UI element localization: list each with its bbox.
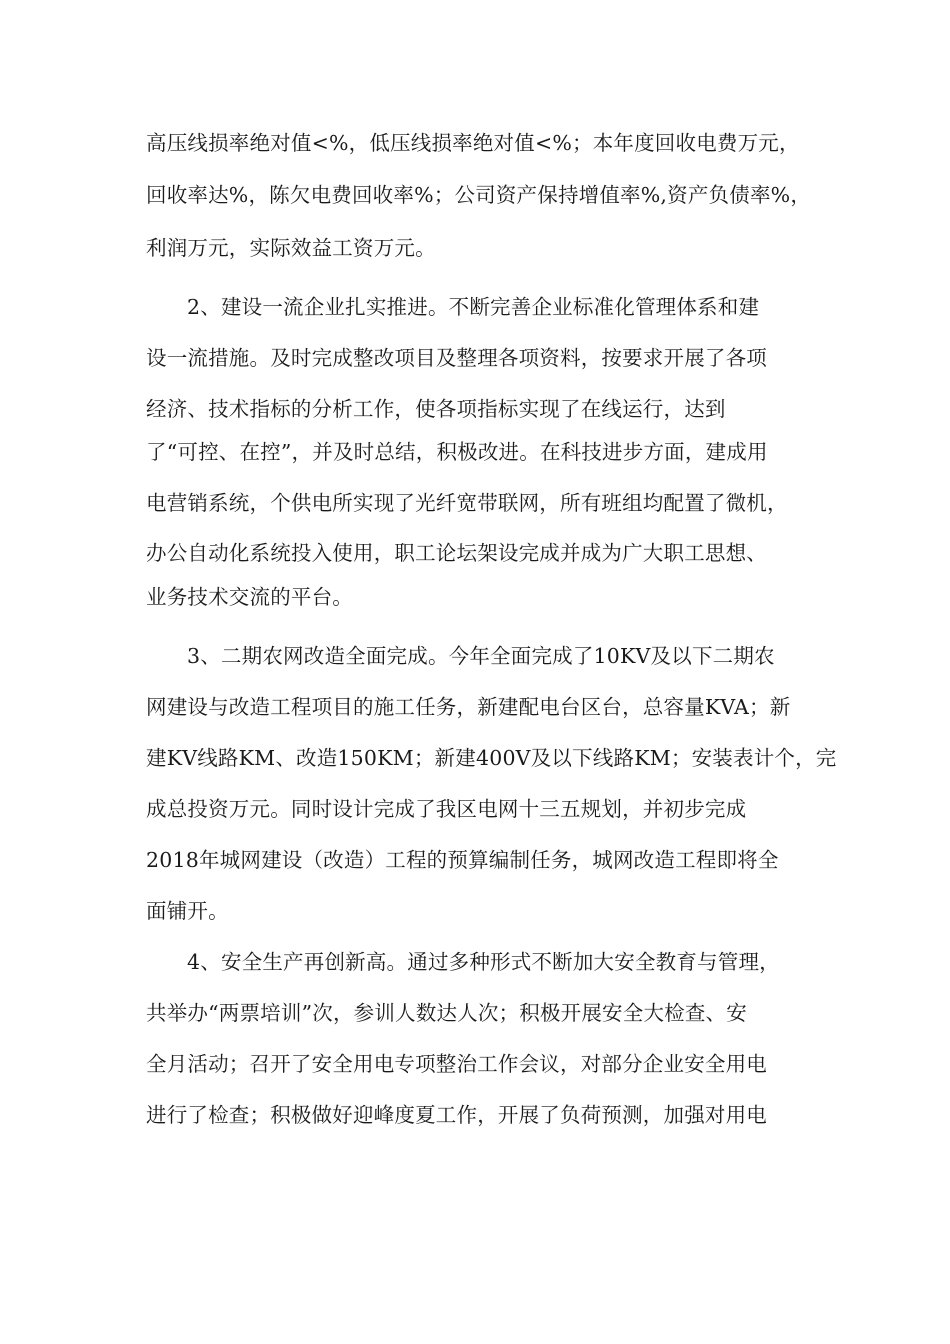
text-line: 3、二期农网改造全面完成。今年全面完成了10KV及以下二期农 [187,644,775,668]
text-line: 办公自动化系统投入使用，职工论坛架设完成并成为广大职工思想、 [146,541,767,565]
text-line: 全月活动；召开了安全用电专项整治工作会议，对部分企业安全用电 [146,1052,767,1076]
text-line: 网建设与改造工程项目的施工任务，新建配电台区台，总容量KVA；新 [146,695,791,719]
text-line: 进行了检查；积极做好迎峰度夏工作，开展了负荷预测，加强对用电 [146,1103,767,1127]
text-line: 2018年城网建设（改造）工程的预算编制任务，城网改造工程即将全 [146,848,779,872]
text-line: 成总投资万元。同时设计完成了我区电网十三五规划，并初步完成 [146,797,747,821]
text-line: 电营销系统，个供电所实现了光纤宽带联网，所有班组均配置了微机， [146,491,788,515]
text-line: 高压线损率绝对值<%，低压线损率绝对值<%；本年度回收电费万元， [146,131,800,155]
text-line: 经济、技术指标的分析工作，使各项指标实现了在线运行，达到 [146,397,726,421]
text-line: 共举办“两票培训”次，参训人数达人次；积极开展安全大检查、安 [146,1001,747,1025]
text-line: 4、安全生产再创新高。通过多种形式不断加大安全教育与管理， [187,950,780,974]
text-line: 面铺开。 [146,899,229,923]
text-line: 2、建设一流企业扎实推进。不断完善企业标准化管理体系和建 [187,295,760,319]
text-line: 设一流措施。及时完成整改项目及整理各项资料，按要求开展了各项 [146,346,767,370]
text-line: 回收率达%，陈欠电费回收率%；公司资产保持增值率%,资产负债率%， [146,183,812,207]
text-line: 利润万元，实际效益工资万元。 [146,236,436,260]
text-line: 业务技术交流的平台。 [146,585,353,609]
text-line: 建KV线路KM、改造150KM；新建400V及以下线路KM；安装表计个，完 [146,746,837,770]
text-line: 了“可控、在控”，并及时总结，积极改进。在科技进步方面，建成用 [146,440,768,464]
